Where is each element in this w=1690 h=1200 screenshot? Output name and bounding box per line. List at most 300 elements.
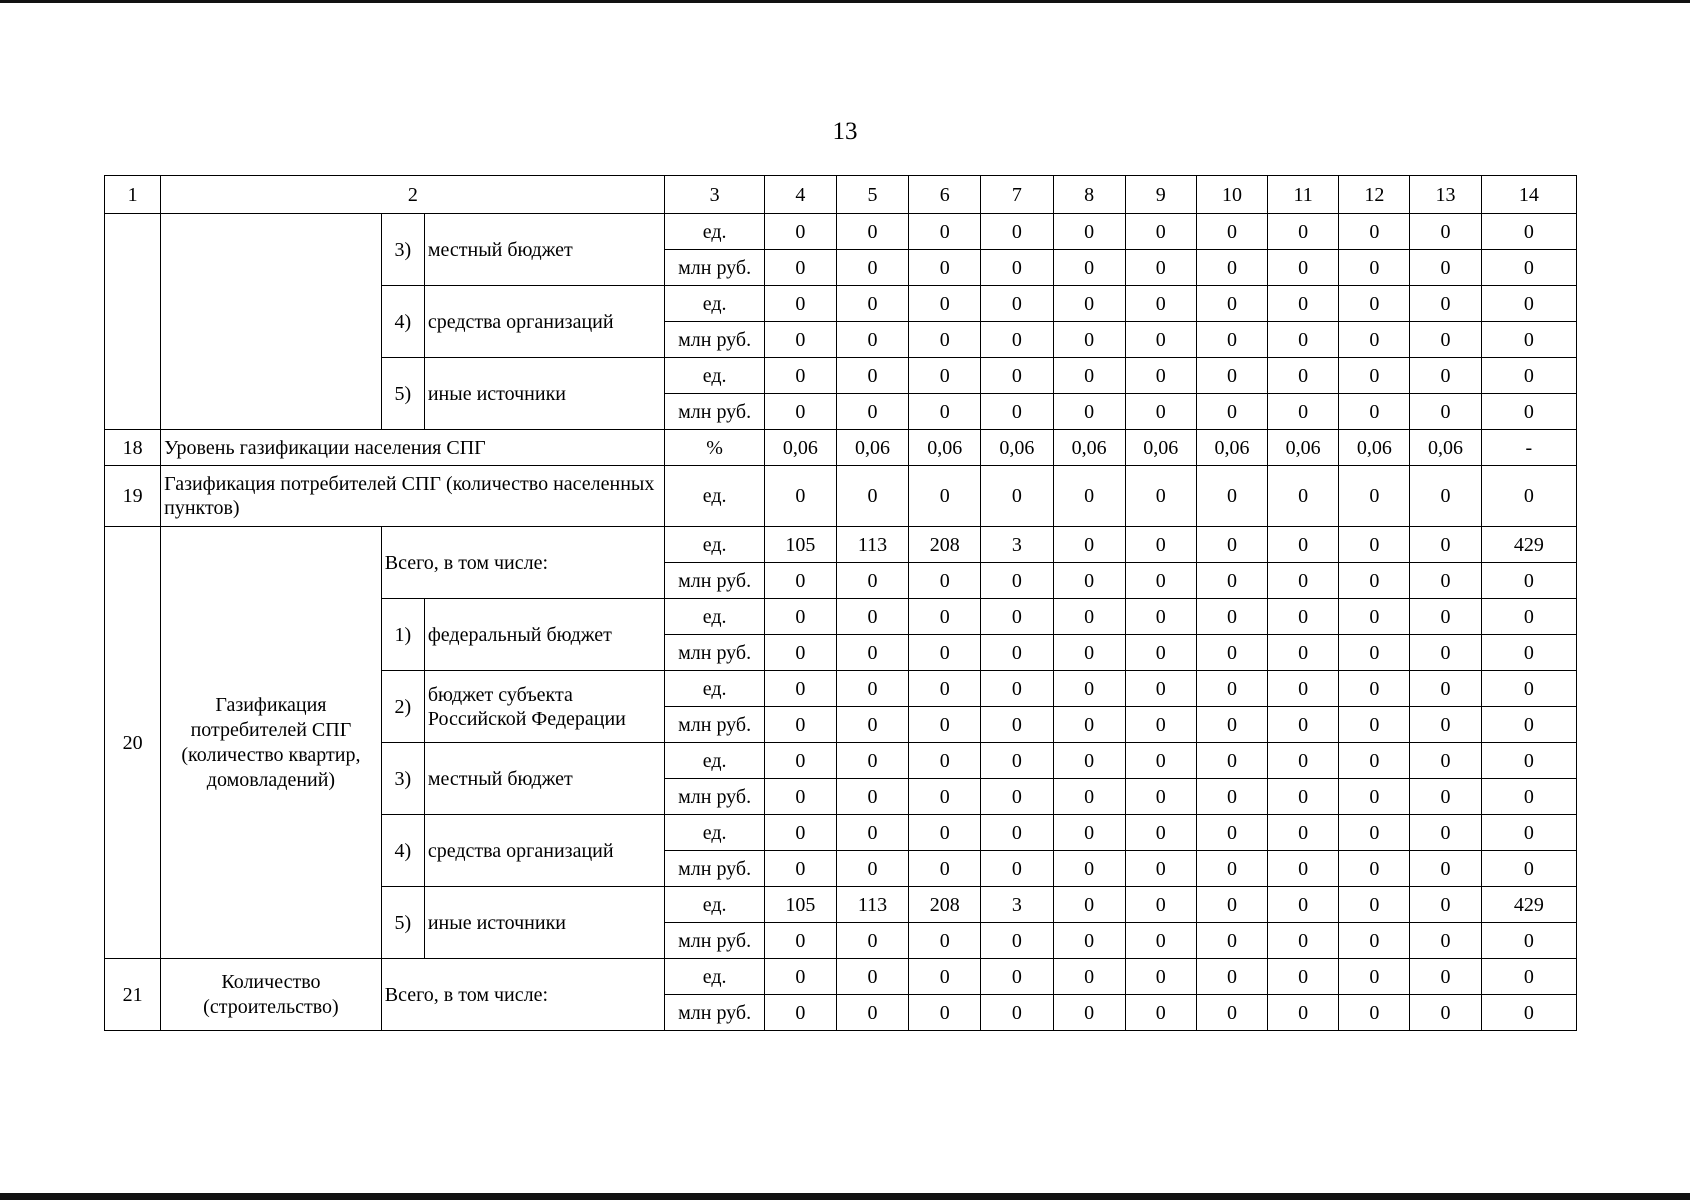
value-cell: 0 [1339,286,1410,322]
unit-cell: млн руб. [665,394,764,430]
value-cell: 0 [909,358,981,394]
unit-cell: млн руб. [665,250,764,286]
value-cell: 0 [764,923,836,959]
value-cell: 0 [1410,214,1481,250]
value-cell: 0,06 [981,430,1053,466]
value-cell: 0 [1268,635,1339,671]
header-cell: 13 [1410,176,1481,214]
value-cell: 0 [1125,635,1196,671]
value-cell: 0 [1268,959,1339,995]
value-cell: 0 [1196,466,1267,527]
value-cell: 0 [1196,707,1267,743]
value-cell: 0 [909,959,981,995]
header-cell: 6 [909,176,981,214]
value-cell: 0 [1339,599,1410,635]
value-cell: 0 [1268,743,1339,779]
value-cell: 0 [1481,995,1576,1031]
value-cell: 0 [981,250,1053,286]
value-cell: 0 [836,358,908,394]
value-cell: 0 [1053,250,1125,286]
value-cell: 0 [909,635,981,671]
value-cell: 0 [1125,815,1196,851]
value-cell: 0 [1268,466,1339,527]
source-index: 1) [381,599,424,671]
value-cell: 0 [764,851,836,887]
value-cell: 0 [1125,779,1196,815]
header-cell: 5 [836,176,908,214]
value-cell: 0 [1196,214,1267,250]
value-cell: 0 [1053,563,1125,599]
value-cell: 0 [1268,995,1339,1031]
value-cell: 0 [1196,995,1267,1031]
value-cell: 0 [1410,851,1481,887]
value-cell: 0 [764,779,836,815]
value-cell: 0 [1481,358,1576,394]
value-cell: 0 [1481,394,1576,430]
value-cell: 0 [1410,923,1481,959]
value-cell: 0 [1268,851,1339,887]
value-cell: 0 [836,466,908,527]
value-cell: 0 [1053,466,1125,527]
value-cell: 0 [1268,214,1339,250]
value-cell: 0 [909,599,981,635]
row-label: Газификация потребителей СПГ (количество населенных пунктов) [161,466,665,527]
value-cell: 0 [1481,923,1576,959]
value-cell: 0,06 [1268,430,1339,466]
value-cell: 0 [764,671,836,707]
value-cell: 0 [1339,214,1410,250]
value-cell: 0 [1196,250,1267,286]
value-cell: 0 [981,635,1053,671]
value-cell: 0 [1125,563,1196,599]
value-cell: 0 [981,466,1053,527]
unit-cell: ед. [665,214,764,250]
value-cell: 0 [1196,959,1267,995]
value-cell: 0 [1268,358,1339,394]
value-cell: 0 [1196,743,1267,779]
value-cell: 0 [1481,214,1576,250]
value-cell: 0 [1339,959,1410,995]
value-cell: 0 [1481,286,1576,322]
table-row [105,430,1577,466]
total-label: Всего, в том числе: [381,959,665,1031]
value-cell: 0 [1339,923,1410,959]
value-cell: 0 [836,815,908,851]
value-cell: 0 [764,599,836,635]
value-cell: 0 [1053,599,1125,635]
value-cell: 0 [981,671,1053,707]
value-cell: 0 [1481,959,1576,995]
value-cell: 0 [1268,923,1339,959]
header-cell: 1 [105,176,161,214]
source-index: 3) [381,743,424,815]
value-cell: 0 [836,959,908,995]
value-cell: 0 [909,214,981,250]
header-cell: 4 [764,176,836,214]
value-cell: 0 [1053,959,1125,995]
value-cell: 0 [1053,322,1125,358]
unit-cell: млн руб. [665,635,764,671]
value-cell: 0 [1339,563,1410,599]
header-cell: 3 [665,176,764,214]
header-cell: 7 [981,176,1053,214]
value-cell: 0 [909,671,981,707]
value-cell: 0 [836,286,908,322]
value-cell: 0 [1410,815,1481,851]
unit-cell: млн руб. [665,563,764,599]
value-cell: 0 [909,743,981,779]
value-cell: 0 [764,322,836,358]
value-cell: 0 [1481,851,1576,887]
value-cell: 0 [1481,635,1576,671]
value-cell: 0 [1481,322,1576,358]
value-cell: 0 [981,815,1053,851]
value-cell: 0 [1053,851,1125,887]
value-cell: 0 [1339,995,1410,1031]
value-cell: 0,06 [1339,430,1410,466]
value-cell: 0 [836,671,908,707]
unit-cell: ед. [665,286,764,322]
value-cell: 0 [764,815,836,851]
value-cell: 0 [1268,322,1339,358]
value-cell: 0 [836,214,908,250]
value-cell: 0 [836,322,908,358]
value-cell: 0 [1196,322,1267,358]
unit-cell: млн руб. [665,851,764,887]
value-cell: 0 [1410,466,1481,527]
value-cell: 0 [1268,394,1339,430]
value-cell: 0 [764,394,836,430]
value-cell: 0 [1268,250,1339,286]
value-cell: 0 [1339,851,1410,887]
value-cell: 0,06 [1125,430,1196,466]
value-cell: 0 [1268,707,1339,743]
value-cell: 0 [909,286,981,322]
total-label: Всего, в том числе: [381,527,665,599]
value-cell: 0 [1410,743,1481,779]
value-cell: 0 [909,322,981,358]
value-cell: 0 [1053,707,1125,743]
source-label: федеральный бюджет [424,599,665,671]
value-cell: 0,06 [1196,430,1267,466]
value-cell: 0 [1339,743,1410,779]
unit-cell: ед. [665,671,764,707]
header-cell: 8 [1053,176,1125,214]
value-cell: 0 [764,358,836,394]
row-label: Уровень газификации населения СПГ [161,430,665,466]
unit-cell: млн руб. [665,995,764,1031]
header-cell: 14 [1481,176,1576,214]
value-cell: 0 [909,707,981,743]
source-label: средства организаций [424,815,665,887]
source-index: 4) [381,286,424,358]
value-cell: 0 [1339,671,1410,707]
value-cell: 0 [1196,599,1267,635]
value-cell: 0 [981,358,1053,394]
scan-bottom-edge [0,1193,1690,1200]
value-cell: 0 [1053,743,1125,779]
value-cell: 0 [981,563,1053,599]
value-cell: 0 [1125,466,1196,527]
header-cell: 12 [1339,176,1410,214]
value-cell: 429 [1481,527,1576,563]
value-cell: 0 [836,563,908,599]
value-cell: 0 [1481,563,1576,599]
source-label: местный бюджет [424,743,665,815]
value-cell: 105 [764,527,836,563]
value-cell: 0 [1053,394,1125,430]
source-label: бюджет субъекта Российской Федерации [424,671,665,743]
value-cell: 0 [1410,995,1481,1031]
value-cell: 0 [1481,671,1576,707]
value-cell: 0 [764,250,836,286]
value-cell: 0,06 [764,430,836,466]
value-cell: 0 [1053,815,1125,851]
value-cell: 0 [1339,779,1410,815]
value-cell: 0 [836,707,908,743]
value-cell: 0 [836,394,908,430]
row-label: Газификация потребителей СПГ (количество квартир, домовладений) [161,527,382,959]
value-cell: 0 [1196,527,1267,563]
value-cell: 0 [1339,527,1410,563]
value-cell: 0 [1410,394,1481,430]
value-cell: 0 [909,563,981,599]
value-cell: 0 [764,286,836,322]
source-index: 5) [381,358,424,430]
value-cell: 0 [764,743,836,779]
value-cell: 0 [1125,743,1196,779]
table-row [105,214,1577,250]
value-cell: 0 [1410,671,1481,707]
value-cell: 0 [764,995,836,1031]
value-cell: 0 [1196,358,1267,394]
value-cell: 0 [1339,887,1410,923]
value-cell: 0 [836,743,908,779]
value-cell: 0 [981,394,1053,430]
value-cell: 0 [836,250,908,286]
value-cell: 0 [909,815,981,851]
value-cell: 0 [1268,779,1339,815]
value-cell: 105 [764,887,836,923]
value-cell: 0 [1125,995,1196,1031]
value-cell: 0 [1053,923,1125,959]
value-cell: 0 [1196,923,1267,959]
value-cell: 0 [909,779,981,815]
value-cell: 0 [1125,599,1196,635]
value-cell: 0 [1125,322,1196,358]
value-cell: 0 [1339,358,1410,394]
value-cell: 0 [981,779,1053,815]
value-cell: 0 [836,995,908,1031]
value-cell: 0 [981,214,1053,250]
value-cell: 0 [909,250,981,286]
value-cell: 113 [836,887,908,923]
row-number: 19 [105,466,161,527]
value-cell: 0 [1053,214,1125,250]
value-cell: 0 [981,923,1053,959]
value-cell: 0 [1410,563,1481,599]
value-cell: 0 [1196,887,1267,923]
value-cell: 0 [1268,563,1339,599]
value-cell: 0 [909,995,981,1031]
value-cell: 0 [1481,599,1576,635]
value-cell: 0 [1339,394,1410,430]
row-number-cell [105,214,161,430]
value-cell: 0,06 [1053,430,1125,466]
value-cell: 429 [1481,887,1576,923]
value-cell: 0 [764,466,836,527]
value-cell: 0 [1410,286,1481,322]
value-cell: 0 [909,923,981,959]
value-cell: 0 [1196,671,1267,707]
value-cell: 0 [1339,707,1410,743]
table-row [105,466,1577,527]
value-cell: 0 [1125,707,1196,743]
value-cell: 0 [981,322,1053,358]
value-cell: 0 [1125,250,1196,286]
value-cell: 0 [1339,466,1410,527]
value-cell: 0 [1196,851,1267,887]
value-cell: 0 [1053,635,1125,671]
value-cell: 0 [1339,815,1410,851]
value-cell: 0 [1268,286,1339,322]
table-row [105,527,1577,563]
value-cell: 0 [1410,250,1481,286]
value-cell: 0 [981,599,1053,635]
value-cell: 0 [1481,743,1576,779]
unit-cell: ед. [665,599,764,635]
gasification-table [104,175,1577,1031]
value-cell: 0 [1125,851,1196,887]
value-cell: 0 [1125,358,1196,394]
row-number: 21 [105,959,161,1031]
value-cell: 0 [981,286,1053,322]
value-cell: 0 [1196,635,1267,671]
unit-cell: % [665,430,764,466]
value-cell: 113 [836,527,908,563]
value-cell: 3 [981,527,1053,563]
value-cell: 0,06 [1410,430,1481,466]
source-label: иные источники [424,887,665,959]
value-cell: 0 [1410,527,1481,563]
value-cell: 0 [1268,887,1339,923]
value-cell: 0 [1053,671,1125,707]
value-cell: 0 [909,851,981,887]
value-cell: 0 [836,779,908,815]
value-cell: 0 [1410,707,1481,743]
value-cell: 0 [1125,959,1196,995]
value-cell: 0 [1481,250,1576,286]
unit-cell: млн руб. [665,779,764,815]
value-cell: 0 [1125,394,1196,430]
value-cell: 0 [1125,286,1196,322]
value-cell: 0 [1410,322,1481,358]
value-cell: 0 [981,851,1053,887]
value-cell: 0 [1196,394,1267,430]
value-cell: 208 [909,887,981,923]
page-number: 13 [832,118,858,145]
value-cell: 0 [764,959,836,995]
source-label: средства организаций [424,286,665,358]
unit-cell: ед. [665,815,764,851]
row-number: 18 [105,430,161,466]
value-cell: 0 [836,599,908,635]
value-cell: 0 [1053,779,1125,815]
value-cell: 0 [836,923,908,959]
value-cell: 0 [1410,358,1481,394]
value-cell: 0 [764,563,836,599]
header-cell: 11 [1268,176,1339,214]
table-row [105,959,1577,995]
value-cell: 0 [1196,779,1267,815]
value-cell: 0 [1481,707,1576,743]
value-cell: 0 [1339,250,1410,286]
value-cell: 0 [1268,671,1339,707]
value-cell: 0 [1125,887,1196,923]
value-cell: 0 [1481,815,1576,851]
value-cell: 0 [1410,959,1481,995]
value-cell: 0 [1481,779,1576,815]
source-label: иные источники [424,358,665,430]
value-cell: 3 [981,887,1053,923]
value-cell: - [1481,430,1576,466]
value-cell: 0 [1339,635,1410,671]
value-cell: 0 [764,707,836,743]
value-cell: 0 [836,851,908,887]
source-index: 4) [381,815,424,887]
value-cell: 0 [1053,887,1125,923]
unit-cell: млн руб. [665,322,764,358]
unit-cell: ед. [665,527,764,563]
value-cell: 0 [1268,815,1339,851]
value-cell: 0 [1196,815,1267,851]
unit-cell: ед. [665,358,764,394]
value-cell: 0 [909,466,981,527]
value-cell: 0 [981,959,1053,995]
value-cell: 0 [981,707,1053,743]
value-cell: 0 [1053,527,1125,563]
unit-cell: ед. [665,959,764,995]
value-cell: 0 [1053,358,1125,394]
unit-cell: млн руб. [665,923,764,959]
value-cell: 208 [909,527,981,563]
value-cell: 0 [764,635,836,671]
value-cell: 0 [1268,527,1339,563]
value-cell: 0 [1410,779,1481,815]
header-cell: 2 [161,176,665,214]
row-label: Количество (строительство) [161,959,382,1031]
source-label: местный бюджет [424,214,665,286]
value-cell: 0 [1053,995,1125,1031]
value-cell: 0 [981,743,1053,779]
value-cell: 0 [1410,635,1481,671]
header-cell: 10 [1196,176,1267,214]
value-cell: 0 [764,214,836,250]
value-cell: 0 [1053,286,1125,322]
unit-cell: ед. [665,743,764,779]
value-cell: 0 [1339,322,1410,358]
value-cell: 0 [1196,563,1267,599]
header-row [105,176,1577,214]
value-cell: 0 [1268,599,1339,635]
value-cell: 0 [1125,923,1196,959]
value-cell: 0 [1125,527,1196,563]
value-cell: 0 [1125,214,1196,250]
value-cell: 0 [1410,887,1481,923]
unit-cell: ед. [665,466,764,527]
value-cell: 0 [981,995,1053,1031]
unit-cell: ед. [665,887,764,923]
